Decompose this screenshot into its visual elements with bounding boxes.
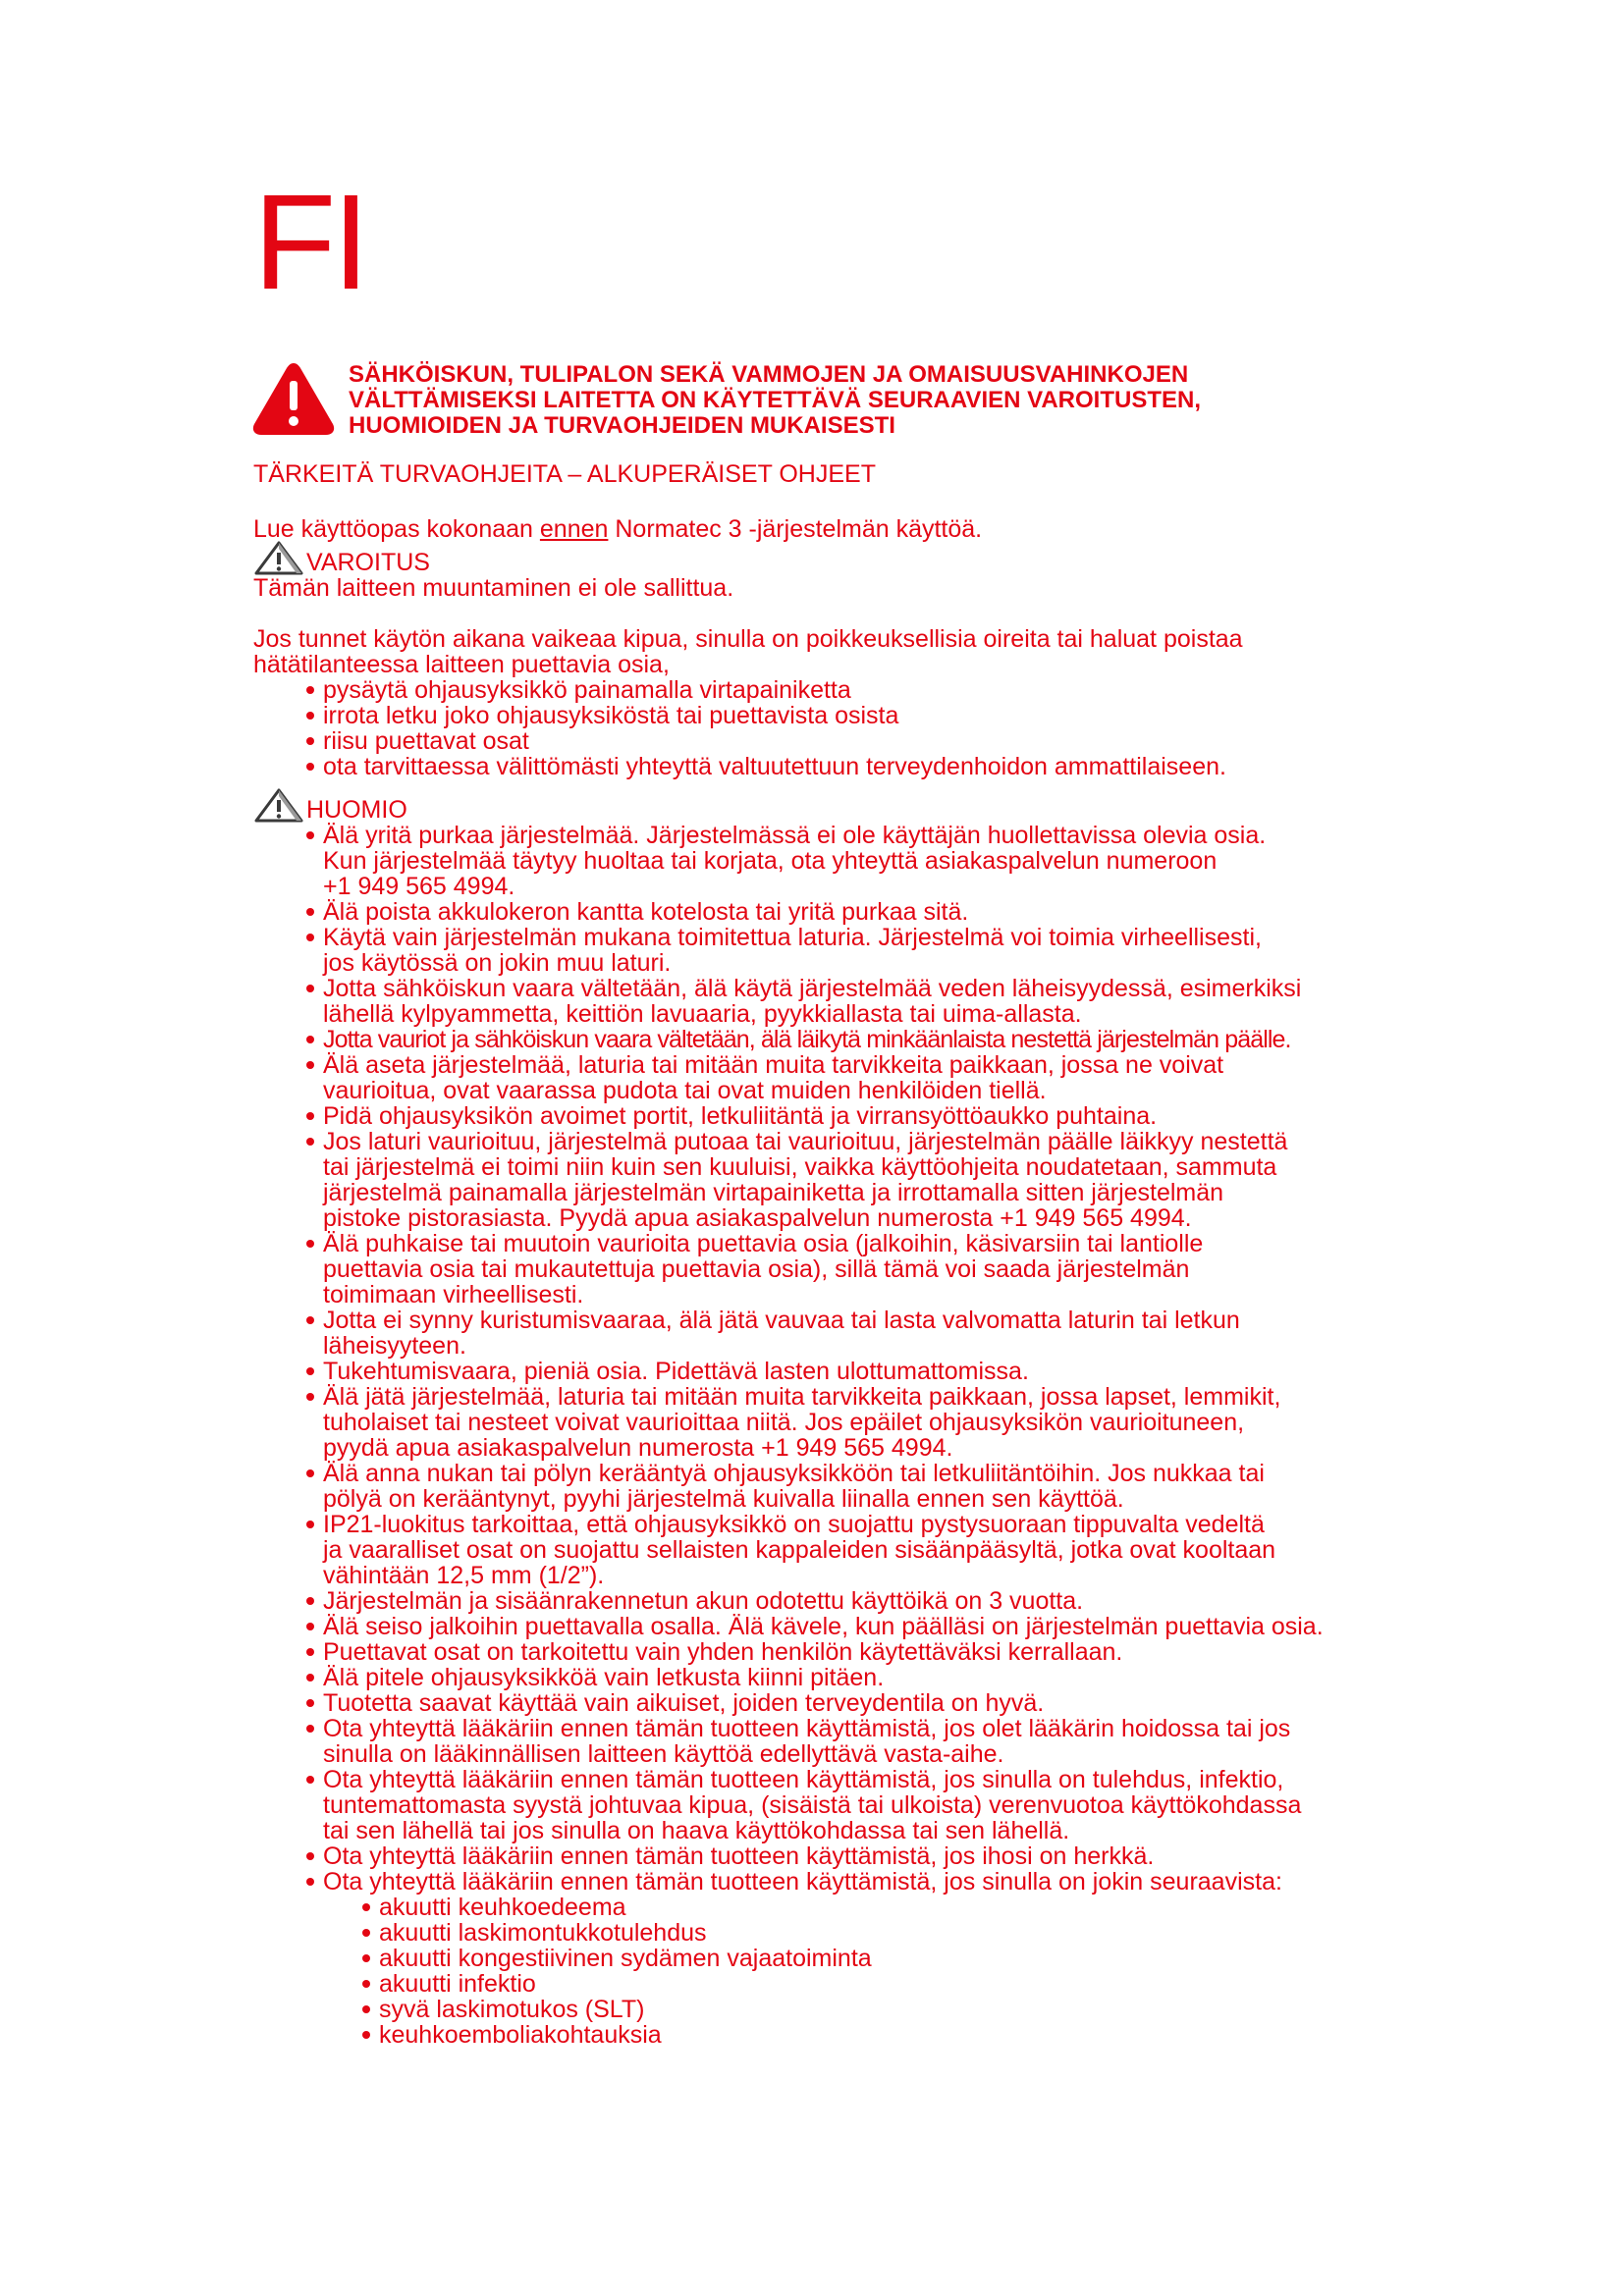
caution-item-line: Ota yhteyttä lääkäriin ennen tämän tuotteen käyttämistä, jos olet lääkärin hoidossa tai jos	[323, 1715, 1291, 1742]
caution-item-line: pölyä on kerääntynyt, pyyhi järjestelmä kuivalla liinalla ennen sen käyttöä.	[323, 1485, 1124, 1513]
caution-item	[323, 1129, 1382, 1231]
caution-item-line: Älä aseta järjestelmää, laturia tai mitään muita tarvikkeita paikkaan, jossa ne voivat	[323, 1051, 1224, 1079]
condition-item: akuutti laskimontukkotulehdus	[379, 1920, 1382, 1946]
list-item: riisu puettavat osat	[323, 728, 1382, 754]
caution-item-line: Ota yhteyttä lääkäriin ennen tämän tuotteen käyttämistä, jos sinulla on jokin seuraavista:	[323, 1868, 1282, 1896]
intro-paragraph	[253, 516, 1382, 542]
condition-item: akuutti infektio	[379, 1971, 1382, 1997]
caution-item-line: jos käytössä on jokin muu laturi.	[323, 949, 672, 977]
caution-item-line: läheisyyteen.	[323, 1332, 466, 1360]
intro-text-end: Normatec 3 -järjestelmän käyttöä.	[608, 515, 983, 543]
warning-title: VAROITUS	[306, 549, 430, 576]
caution-item-line: pyydä apua asiakaspalvelun numerosta +1 949 565 4994.	[323, 1434, 953, 1462]
intro-text: Lue käyttöopas kokonaan	[253, 515, 540, 543]
caution-item-line: Ota yhteyttä lääkäriin ennen tämän tuotteen käyttämistä, jos ihosi on herkkä.	[323, 1842, 1155, 1870]
caution-item	[323, 1665, 1382, 1690]
caution-item	[323, 976, 1382, 1027]
caution-item-line: Järjestelmän ja sisäänrakennetun akun odotettu käyttöikä on 3 vuotta.	[323, 1587, 1084, 1615]
header-warning-text	[349, 362, 1370, 439]
caution-item	[323, 1384, 1382, 1461]
warning-section-title	[253, 542, 1382, 575]
caution-item-line: Tukehtumisvaara, pieniä osia. Pidettävä lasten ulottumattomissa.	[323, 1358, 1029, 1385]
emergency-line: Jos tunnet käytön aikana vaikeaa kipua, sinulla on poikkeuksellisia oireita tai haluat poistaa	[253, 625, 1243, 653]
caution-item	[323, 925, 1382, 976]
intro-underlined: ennen	[539, 515, 609, 543]
caution-item-line: Jotta vauriot ja sähköiskun vaara vältetään, älä läikytä minkäänlaista nestettä järjestelmän päälle.	[323, 1026, 1291, 1053]
conditions-list	[323, 1895, 1382, 2048]
caution-item-line: Puettavat osat on tarkoitettu vain yhden henkilön käytettäväksi kerrallaan.	[323, 1638, 1123, 1666]
caution-item-line: Kun järjestelmää täytyy huoltaa tai korjata, ota yhteyttä asiakaspalvelun numeroon	[323, 847, 1218, 875]
caution-item	[323, 899, 1382, 925]
caution-item	[323, 1767, 1382, 1843]
emergency-list	[253, 677, 1382, 779]
caution-item-line: Älä yritä purkaa järjestelmää. Järjestelmässä ei ole käyttäjän huollettavissa olevia osia.	[323, 822, 1267, 849]
caution-item-line: Käytä vain järjestelmän mukana toimitettua laturia. Järjestelmä voi toimia virheellisesti,	[323, 924, 1262, 951]
caution-item	[323, 1308, 1382, 1359]
safety-instructions	[253, 461, 1382, 2048]
emergency-line: hätätilanteessa laitteen puettavia osia,	[253, 651, 670, 678]
caution-item	[323, 1027, 1382, 1052]
condition-item: akuutti keuhkoedeema	[379, 1895, 1382, 1920]
header-warning-line: SÄHKÖISKUN, TULIPALON SEKÄ VAMMOJEN JA OMAISUUSVAHINKOJEN	[349, 361, 1189, 388]
caution-section-title	[253, 789, 1382, 823]
caution-item	[323, 1869, 1382, 2048]
caution-item	[323, 1690, 1382, 1716]
caution-item-line: Pidä ohjausyksikön avoimet portit, letkuliitäntä ja virransyöttöaukko puhtaina.	[323, 1102, 1158, 1130]
list-item: pysäytä ohjausyksikkö painamalla virtapainiketta	[323, 677, 1382, 703]
caution-item-line: tuntemattomasta syystä johtuvaa kipua, (sisäistä tai ulkoista) verenvuotoa käyttökohdassa	[323, 1791, 1302, 1819]
condition-item: syvä laskimotukos (SLT)	[379, 1997, 1382, 2022]
caution-item-line: Älä anna nukan tai pölyn kerääntyä ohjausyksikköön tai letkuliitäntöihin. Jos nukkaa tai	[323, 1460, 1265, 1487]
caution-item-line: +1 949 565 4994.	[323, 873, 515, 900]
caution-item-line: Älä poista akkulokeron kantta kotelosta tai yritä purkaa sitä.	[323, 898, 969, 926]
caution-item-line: järjestelmä painamalla järjestelmän virtapainiketta ja irrottamalla sitten järjestelmän	[323, 1179, 1224, 1206]
caution-item	[323, 1639, 1382, 1665]
caution-item	[323, 1461, 1382, 1512]
header-warning-line: VÄLTTÄMISEKSI LAITETTA ON KÄYTETTÄVÄ SEURAAVIEN VAROITUSTEN,	[349, 387, 1202, 413]
caution-triangle-icon	[253, 787, 304, 823]
caution-item	[323, 1843, 1382, 1869]
caution-item-line: lähellä kylpyammetta, keittiön lavuaaria, pyykkiallasta tai uima-allasta.	[323, 1000, 1082, 1028]
caution-item	[323, 1231, 1382, 1308]
caution-item-line: sinulla on lääkinnällisen laitteen käyttöä edellyttävä vasta-aihe.	[323, 1740, 1004, 1768]
caution-item-line: tai sen lähellä tai jos sinulla on haava käyttökohdassa tai sen lähellä.	[323, 1817, 1070, 1844]
caution-item-line: Jotta sähköiskun vaara vältetään, älä käytä järjestelmää veden läheisyydessä, esimerkiksi	[323, 975, 1302, 1002]
caution-item-line: Ota yhteyttä lääkäriin ennen tämän tuotteen käyttämistä, jos sinulla on tulehdus, infektio,	[323, 1766, 1284, 1793]
caution-item-line: Jotta ei synny kuristumisvaaraa, älä jätä vauvaa tai lasta valvomatta laturin tai letkun	[323, 1307, 1240, 1334]
caution-item-line: vaurioitua, ovat vaarassa pudota tai ovat muiden henkilöiden tiellä.	[323, 1077, 1047, 1104]
condition-item: akuutti kongestiivinen sydämen vajaatoiminta	[379, 1946, 1382, 1971]
caution-item-line: Älä puhkaise tai muutoin vaurioita puettavia osia (jalkoihin, käsivarsiin tai lantiolle	[323, 1230, 1204, 1257]
caution-title: HUOMIO	[306, 796, 407, 824]
header-warning-line: HUOMIOIDEN JA TURVAOHJEIDEN MUKAISESTI	[349, 412, 895, 439]
condition-item: keuhkoemboliakohtauksia	[379, 2022, 1382, 2048]
caution-item-line: Älä jätä järjestelmää, laturia tai mitään muita tarvikkeita paikkaan, jossa lapset, lemmikit,	[323, 1383, 1281, 1411]
caution-item-line: IP21-luokitus tarkoittaa, että ohjausyksikkö on suojattu pystysuoraan tippuvalta vedeltä	[323, 1511, 1265, 1538]
warning-triangle-icon	[250, 359, 337, 438]
caution-item	[323, 1716, 1382, 1767]
caution-item-line: Älä pitele ohjausyksikköä vain letkusta kiinni pitäen.	[323, 1664, 885, 1691]
caution-item	[323, 1103, 1382, 1129]
caution-item	[323, 1614, 1382, 1639]
caution-item	[323, 1359, 1382, 1384]
emergency-paragraph	[253, 626, 1382, 677]
page-language-code: FI	[253, 167, 366, 318]
caution-item-line: puettavia osia tai mukautettuja puettavia osia), sillä tämä voi saada järjestelmän	[323, 1255, 1190, 1283]
caution-item-line: toimimaan virheellisesti.	[323, 1281, 584, 1308]
warning-text: Tämän laitteen muuntaminen ei ole sallittua.	[253, 574, 734, 602]
caution-list	[253, 823, 1382, 2048]
caution-item	[323, 1052, 1382, 1103]
caution-item-line: tuholaiset tai nesteet voivat vaurioittaa niitä. Jos epäilet ohjausyksikön vaurioituneen,	[323, 1409, 1245, 1436]
list-item: ota tarvittaessa välittömästi yhteyttä valtuutettuun terveydenhoidon ammattilaiseen.	[323, 754, 1382, 779]
caution-item	[323, 1588, 1382, 1614]
list-item: irrota letku joko ohjausyksiköstä tai puettavista osista	[323, 703, 1382, 728]
caution-item-line: vähintään 12,5 mm (1/2”).	[323, 1562, 605, 1589]
caution-item	[323, 1512, 1382, 1588]
caution-item-line: tai järjestelmä ei toimi niin kuin sen kuuluisi, vaikka käyttöohjeita noudatetaan, sammuta	[323, 1153, 1277, 1181]
caution-item-line: Älä seiso jalkoihin puettavalla osalla. Älä kävele, kun päälläsi on järjestelmän puettavia osia.	[323, 1613, 1324, 1640]
caution-item-line: Jos laturi vaurioituu, järjestelmä putoaa tai vaurioituu, järjestelmän päälle läikkyy nestettä	[323, 1128, 1288, 1155]
caution-item	[323, 823, 1382, 899]
caution-triangle-icon	[253, 540, 304, 575]
caution-item-line: ja vaaralliset osat on suojattu sellaisten kappaleiden sisäänpääsyltä, jotka ovat kooltaan	[323, 1536, 1276, 1564]
caution-item-line: Tuotetta saavat käyttää vain aikuiset, joiden terveydentila on hyvä.	[323, 1689, 1045, 1717]
caution-item-line: pistoke pistorasiasta. Pyydä apua asiakaspalvelun numerosta +1 949 565 4994.	[323, 1204, 1192, 1232]
safety-subheading: TÄRKEITÄ TURVAOHJEITA – ALKUPERÄISET OHJEET	[253, 460, 876, 488]
